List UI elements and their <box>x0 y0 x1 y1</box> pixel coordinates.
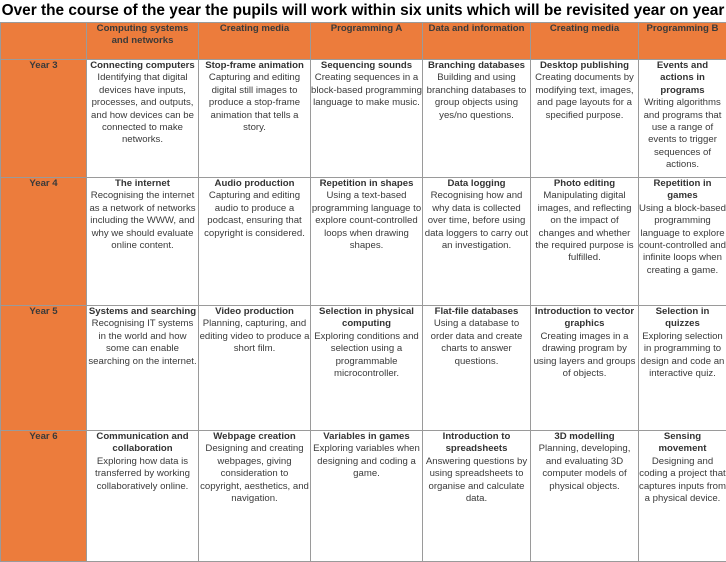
cell-title: Systems and searching <box>87 306 198 318</box>
unit-cell <box>199 178 311 306</box>
cell-description: Recognising the internet as a network of networks including the WWW, and why we should evaluate online content. <box>87 190 198 252</box>
cell-title: Introduction to vector graphics <box>531 306 638 331</box>
unit-cell <box>423 306 531 431</box>
cell-title: Events and actions in programs <box>639 60 726 97</box>
cell-title: Audio production <box>199 178 310 190</box>
cell-description: Answering questions by using spreadsheets to organise and calculate data. <box>423 456 530 506</box>
year-label: Year 6 <box>1 431 87 562</box>
cell-title: Data logging <box>423 178 530 190</box>
unit-cell <box>531 306 639 431</box>
cell-description: Planning, capturing, and editing video to produce a short film. <box>199 318 310 355</box>
cell-title: 3D modelling <box>531 431 638 443</box>
cell-title: Repetition in games <box>639 178 726 203</box>
unit-cell <box>199 306 311 431</box>
unit-header: Computing systems and networks <box>87 23 199 60</box>
cell-title: Desktop publishing <box>531 60 638 72</box>
cell-description: Recognising IT systems in the world and how some can enable searching on the internet. <box>87 318 198 368</box>
cell-description: Capturing and editing digital still images to produce a stop-frame animation that tells a story. <box>199 72 310 134</box>
cell-title: Sensing movement <box>639 431 726 456</box>
unit-cell <box>199 60 311 178</box>
cell-description: Planning, developing, and evaluating 3D computer models of physical objects. <box>531 443 638 493</box>
year-label: Year 4 <box>1 178 87 306</box>
unit-cell <box>199 431 311 562</box>
page-title: Over the course of the year the pupils will work within six units which will be revisited year on year <box>0 0 726 22</box>
unit-cell <box>423 178 531 306</box>
cell-title: Selection in physical computing <box>311 306 422 331</box>
curriculum-table <box>0 22 726 562</box>
header-corner <box>1 23 87 60</box>
unit-cell <box>639 306 726 431</box>
unit-header: Creating media <box>199 23 311 60</box>
unit-header: Data and information <box>423 23 531 60</box>
unit-cell <box>87 431 199 562</box>
year-row <box>1 178 726 306</box>
cell-title: Repetition in shapes <box>311 178 422 190</box>
unit-cell <box>423 60 531 178</box>
unit-cell <box>311 431 423 562</box>
cell-title: Communication and collaboration <box>87 431 198 456</box>
cell-title: Branching databases <box>423 60 530 72</box>
unit-cell <box>87 306 199 431</box>
unit-cell <box>531 431 639 562</box>
unit-cell <box>87 60 199 178</box>
unit-cell <box>311 60 423 178</box>
cell-description: Exploring conditions and selection using a programmable microcontroller. <box>311 331 422 381</box>
cell-title: Introduction to spreadsheets <box>423 431 530 456</box>
cell-title: Connecting computers <box>87 60 198 72</box>
unit-cell <box>531 178 639 306</box>
cell-description: Exploring selection in programming to design and code an interactive quiz. <box>639 331 726 381</box>
cell-description: Building and using branching databases to group objects using yes/no questions. <box>423 72 530 122</box>
cell-description: Recognising how and why data is collected over time, before using data loggers to carry out an investigation. <box>423 190 530 252</box>
cell-description: Capturing and editing audio to produce a podcast, ensuring that copyright is considered. <box>199 190 310 240</box>
cell-description: Identifying that digital devices have inputs, processes, and outputs, and how devices can be connected to make networks. <box>87 72 198 146</box>
unit-header-row <box>1 23 726 60</box>
cell-description: Manipulating digital images, and reflecting on the impact of changes and whether the required purpose is fulfilled. <box>531 190 638 264</box>
cell-description: Creating documents by modifying text, images, and page layouts for a specified purpose. <box>531 72 638 122</box>
unit-cell <box>639 431 726 562</box>
year-row <box>1 60 726 178</box>
year-row <box>1 431 726 562</box>
cell-description: Creating images in a drawing program by using layers and groups of objects. <box>531 331 638 381</box>
cell-title: The internet <box>87 178 198 190</box>
year-label: Year 5 <box>1 306 87 431</box>
cell-description: Creating sequences in a block-based programming language to make music. <box>311 72 422 109</box>
unit-header: Programming A <box>311 23 423 60</box>
unit-cell <box>311 178 423 306</box>
cell-title: Sequencing sounds <box>311 60 422 72</box>
unit-cell <box>87 178 199 306</box>
year-row <box>1 306 726 431</box>
cell-title: Video production <box>199 306 310 318</box>
cell-title: Photo editing <box>531 178 638 190</box>
unit-cell <box>531 60 639 178</box>
cell-description: Using a block-based programming language to explore count-controlled and infinite loops when creating a game. <box>639 203 726 277</box>
cell-description: Using a text-based programming language to explore count-controlled loops when drawing shapes. <box>311 190 422 252</box>
cell-title: Selection in quizzes <box>639 306 726 331</box>
unit-cell <box>311 306 423 431</box>
unit-cell <box>423 431 531 562</box>
cell-description: Exploring variables when designing and coding a game. <box>311 443 422 480</box>
cell-description: Designing and coding a project that captures inputs from a physical device. <box>639 456 726 506</box>
cell-title: Variables in games <box>311 431 422 443</box>
cell-title: Webpage creation <box>199 431 310 443</box>
cell-title: Flat-file databases <box>423 306 530 318</box>
unit-cell <box>639 178 726 306</box>
cell-description: Designing and creating webpages, giving consideration to copyright, aesthetics, and navigation. <box>199 443 310 505</box>
year-label: Year 3 <box>1 60 87 178</box>
unit-header: Creating media <box>531 23 639 60</box>
unit-header: Programming B <box>639 23 726 60</box>
cell-title: Stop-frame animation <box>199 60 310 72</box>
cell-description: Using a database to order data and create charts to answer questions. <box>423 318 530 368</box>
cell-description: Exploring how data is transferred by working collaboratively online. <box>87 456 198 493</box>
cell-description: Writing algorithms and programs that use a range of events to trigger sequences of actions. <box>639 97 726 171</box>
unit-cell <box>639 60 726 178</box>
